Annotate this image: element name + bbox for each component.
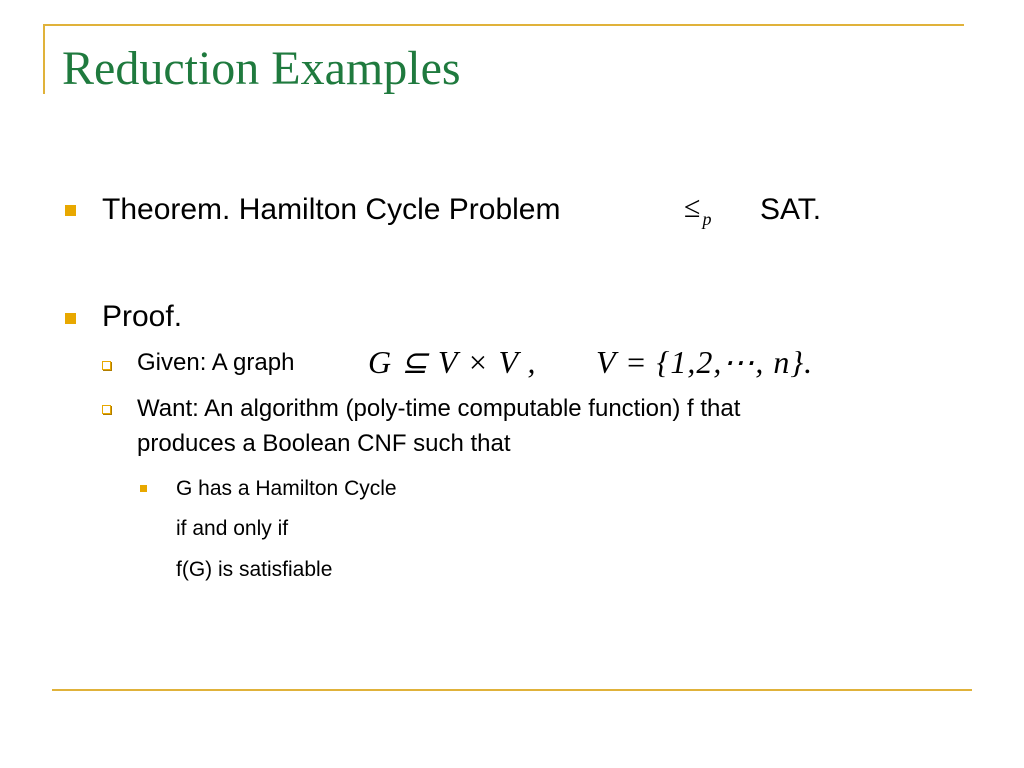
bullet-square-icon <box>65 205 76 216</box>
want-line-2: produces a Boolean CNF such that <box>137 430 511 457</box>
leq-symbol: ≤ <box>684 191 701 224</box>
left-rule <box>43 24 45 94</box>
condition-3: f(G) is satisfiable <box>176 558 333 581</box>
bullet-hollow-square-icon <box>102 361 111 370</box>
vertex-set-formula: V = {1,2,⋯, n}. <box>596 344 814 380</box>
want-line-1: Want: An algorithm (poly-time computable function) f that <box>137 395 741 422</box>
bullet-square-icon <box>65 313 76 324</box>
bottom-rule <box>52 689 972 691</box>
theorem-target: SAT. <box>760 193 822 226</box>
condition-2: if and only if <box>176 517 289 540</box>
slide-title: Reduction Examples <box>62 42 461 95</box>
proof-label: Proof. <box>102 300 183 333</box>
given-label: Given: A graph <box>137 349 295 376</box>
bullet-small-square-icon <box>140 485 147 492</box>
top-rule <box>43 24 964 26</box>
theorem-text: Theorem. Hamilton Cycle Problem <box>102 193 561 226</box>
condition-1: G has a Hamilton Cycle <box>176 477 397 500</box>
graph-formula: G ⊆ V × V , <box>368 344 537 380</box>
bullet-hollow-square-icon <box>102 405 111 414</box>
leq-subscript: p <box>702 209 712 229</box>
poly-reduction-symbol <box>684 193 711 228</box>
